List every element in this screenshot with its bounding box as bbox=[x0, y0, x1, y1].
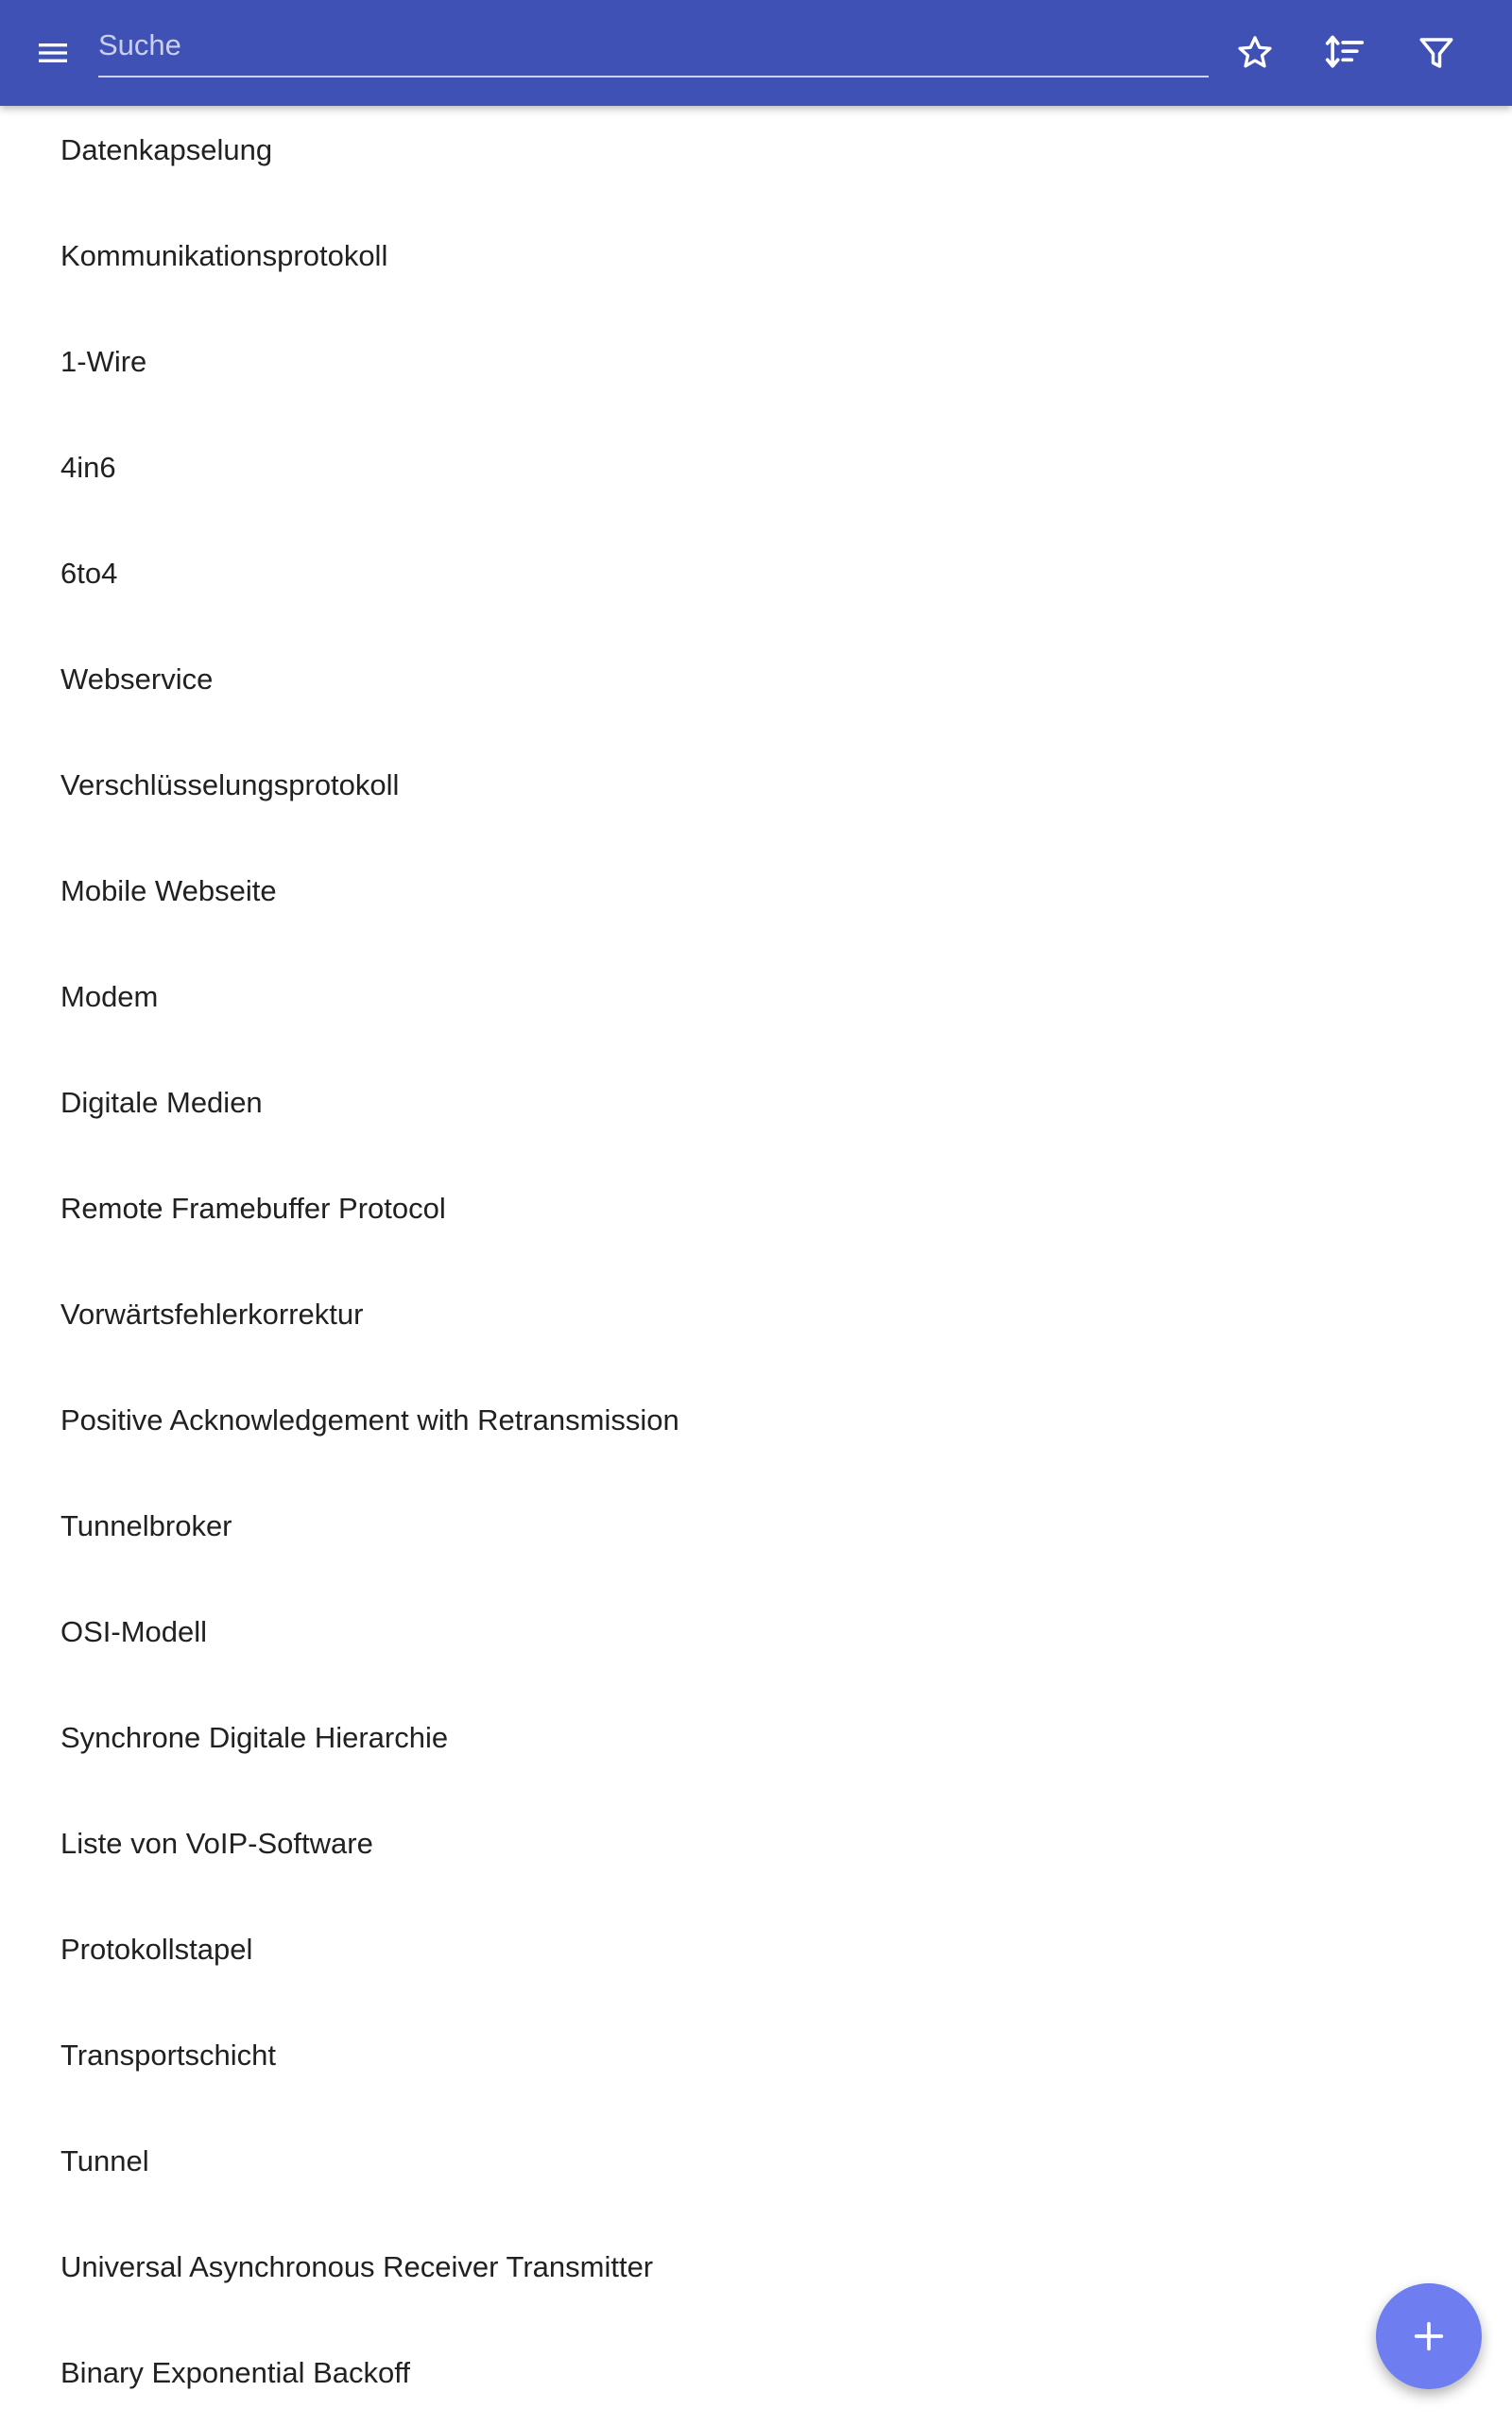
list-item[interactable]: Datenkapselung bbox=[60, 133, 273, 166]
list-item[interactable]: Webservice bbox=[60, 662, 214, 696]
search-input[interactable] bbox=[98, 19, 1209, 72]
list-item[interactable]: Binary Exponential Backoff bbox=[60, 2356, 410, 2389]
list-item[interactable]: 6to4 bbox=[60, 557, 118, 590]
favorites-button[interactable] bbox=[1221, 19, 1289, 87]
list-item[interactable]: Modem bbox=[60, 980, 159, 1013]
list-item[interactable]: OSI-Modell bbox=[60, 1615, 208, 1648]
list-item[interactable]: 1-Wire bbox=[60, 345, 147, 378]
sort-button[interactable] bbox=[1311, 19, 1379, 87]
list-item[interactable]: Mobile Webseite bbox=[60, 874, 277, 907]
list-item[interactable]: Universal Asynchronous Receiver Transmitter bbox=[60, 2250, 654, 2283]
list-item[interactable]: Synchrone Digitale Hierarchie bbox=[60, 1721, 449, 1754]
list-item[interactable]: Tunnel bbox=[60, 2144, 149, 2177]
filter-icon bbox=[1417, 33, 1456, 73]
search-field bbox=[98, 19, 1209, 77]
list-item[interactable]: Digitale Medien bbox=[60, 1086, 263, 1119]
sort-icon bbox=[1324, 32, 1366, 74]
list-item[interactable]: Transportschicht bbox=[60, 2039, 276, 2072]
list-item[interactable]: Positive Acknowledgement with Retransmission bbox=[60, 1403, 679, 1437]
list-item[interactable]: Protokollstapel bbox=[60, 1933, 253, 1966]
article-list bbox=[0, 97, 1512, 2426]
list-item[interactable]: Vorwärtsfehlerkorrektur bbox=[60, 1298, 364, 1331]
list-item[interactable]: Tunnelbroker bbox=[60, 1509, 232, 1542]
menu-icon bbox=[34, 34, 72, 72]
menu-button[interactable] bbox=[19, 19, 87, 87]
filter-button[interactable] bbox=[1402, 19, 1470, 87]
list-item[interactable]: Kommunikationsprotokoll bbox=[60, 239, 388, 272]
star-outline-icon bbox=[1235, 33, 1275, 73]
list-item[interactable]: Verschlüsselungsprotokoll bbox=[60, 768, 400, 801]
app-bar bbox=[0, 0, 1512, 106]
list-item[interactable]: Liste von VoIP-Software bbox=[60, 1827, 373, 1860]
plus-icon bbox=[1410, 2317, 1448, 2355]
list-item[interactable]: Remote Framebuffer Protocol bbox=[60, 1192, 446, 1225]
list-item[interactable]: 4in6 bbox=[60, 451, 116, 484]
add-button[interactable] bbox=[1376, 2283, 1482, 2389]
